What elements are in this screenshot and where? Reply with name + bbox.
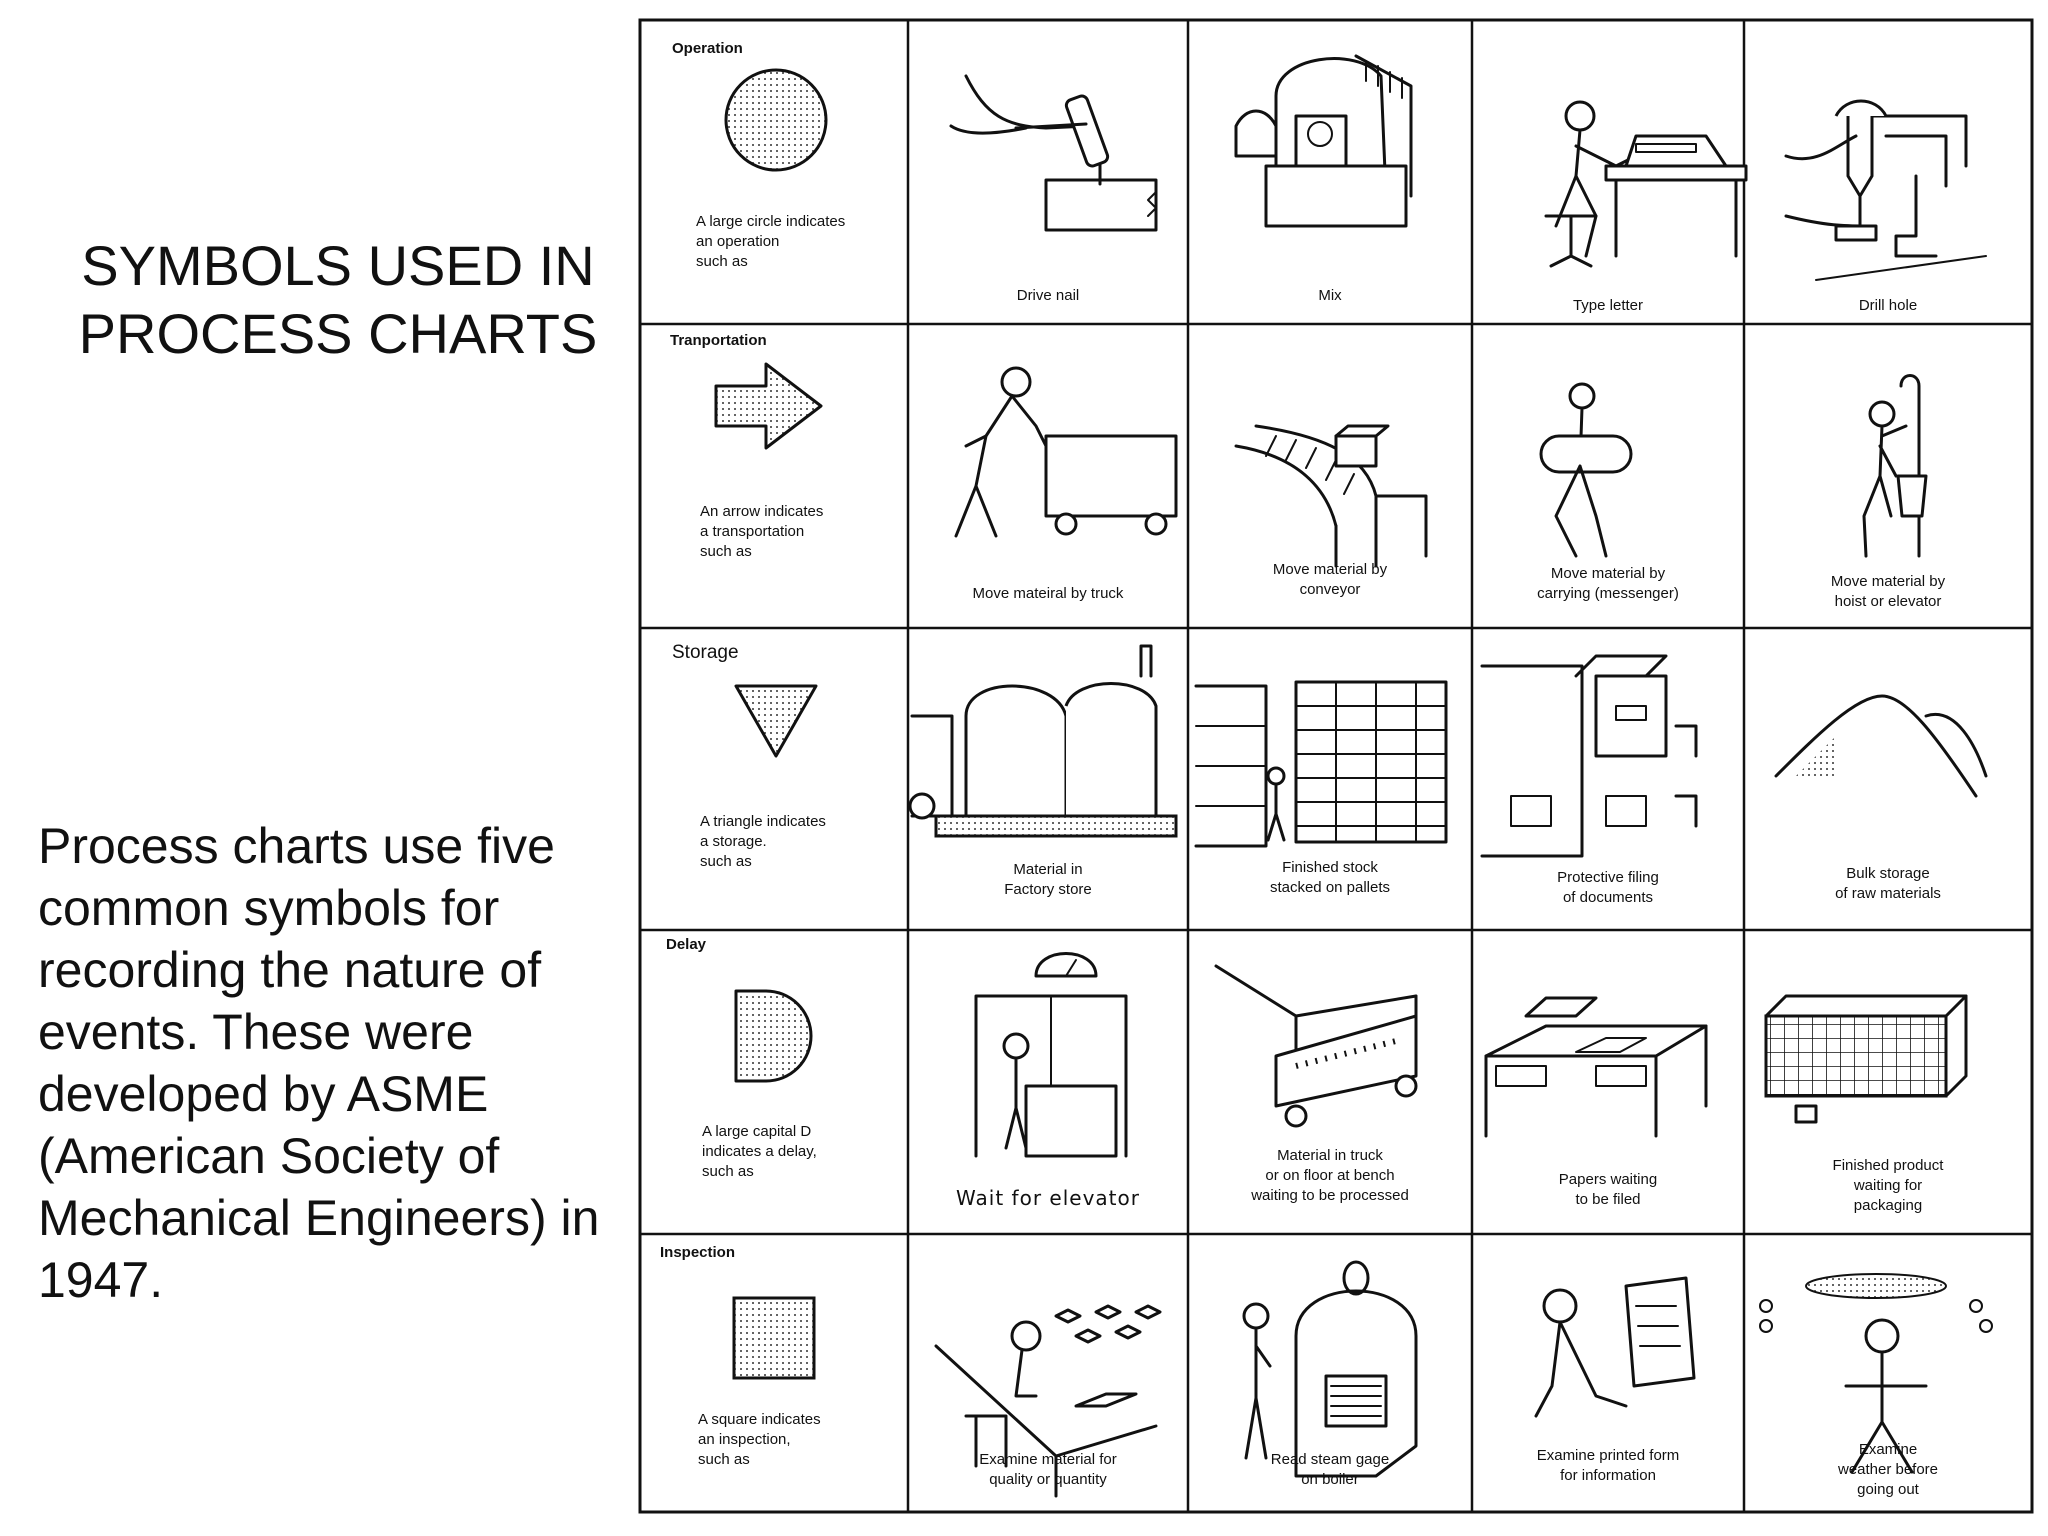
carrying-icon xyxy=(1541,384,1631,556)
caption-drive-nail: Drive nail xyxy=(1016,287,1080,304)
caption-factory-store: Material in Factory store xyxy=(1004,861,1092,898)
filing-icon xyxy=(1482,656,1696,856)
row-heading-delay: Delay xyxy=(666,936,707,953)
caption-pallets: Finished stock stacked on pallets xyxy=(1269,859,1391,896)
delay-symbol-icon xyxy=(736,991,811,1081)
caption-mix: Mix xyxy=(1318,287,1342,304)
caption-papers-waiting: Papers waiting to be filed xyxy=(1558,1171,1658,1208)
row-heading-transportation: Tranportation xyxy=(670,332,767,349)
caption-carrying: Move material by carrying (messenger) xyxy=(1537,565,1679,602)
transportation-symbol-icon xyxy=(716,364,821,448)
row-heading-storage: Storage xyxy=(672,642,739,663)
drill-hole-icon xyxy=(1786,101,1986,280)
row-heading-operation: Operation xyxy=(672,40,743,57)
caption-type-letter: Type letter xyxy=(1572,297,1644,314)
inspection-symbol-text: A square indicates an inspection, such as xyxy=(698,1411,821,1468)
caption-weather: Examine weather before going out xyxy=(1837,1441,1939,1498)
conveyor-icon xyxy=(1236,426,1426,566)
slide-description: Process charts use five common symbols for recording the nature of events. These were developed by ASME (American Society of Mechanical Engineers) in 1947. xyxy=(38,818,600,1308)
delay-symbol-text: A large capital D indicates a delay, such as xyxy=(702,1123,817,1180)
caption-packaging: Finished product waiting for packaging xyxy=(1832,1157,1944,1214)
drive-nail-icon xyxy=(951,76,1156,230)
mix-icon xyxy=(1236,56,1411,226)
type-letter-icon xyxy=(1546,102,1746,266)
caption-elevator: Wait for elevator xyxy=(956,1186,1140,1210)
papers-desk-icon xyxy=(1486,998,1706,1136)
printed-form-icon xyxy=(1536,1278,1694,1416)
caption-steam-gage: Read steam gage on boiler xyxy=(1270,1451,1390,1488)
caption-bulk-storage: Bulk storage of raw materials xyxy=(1835,865,1941,902)
transportation-symbol-text: An arrow indicates a transportation such as xyxy=(700,503,824,560)
caption-bench-truck: Material in truck or on floor at bench waiting to be processed xyxy=(1251,1147,1409,1204)
storage-symbol-icon xyxy=(736,686,816,756)
slide-title: SYMBOLS USED IN PROCESS CHARTS xyxy=(78,234,598,365)
operation-symbol-icon xyxy=(726,70,826,170)
caption-conveyor: Move material by conveyor xyxy=(1272,561,1388,598)
storage-symbol-text: A triangle indicates a storage. such as xyxy=(700,813,826,870)
row-heading-inspection: Inspection xyxy=(660,1244,736,1261)
operation-symbol-text: A large circle indicates an operation such as xyxy=(696,213,846,270)
packaging-icon xyxy=(1766,996,1966,1122)
factory-store-icon xyxy=(910,646,1176,836)
hoist-icon xyxy=(1864,376,1926,557)
bulk-storage-icon xyxy=(1776,696,1986,796)
caption-truck: Move mateiral by truck xyxy=(972,585,1124,602)
caption-hoist: Move material by hoist or elevator xyxy=(1830,573,1946,610)
caption-drill-hole: Drill hole xyxy=(1858,297,1918,314)
truck-icon xyxy=(956,368,1176,536)
caption-examine-material: Examine material for quality or quantity xyxy=(979,1451,1117,1488)
symbols-chart xyxy=(636,16,2036,1516)
caption-filing: Protective filing of documents xyxy=(1557,869,1659,906)
steam-gage-icon xyxy=(1244,1262,1416,1476)
bench-truck-icon xyxy=(1216,966,1416,1126)
chart-grid xyxy=(636,16,2036,1516)
pallets-icon xyxy=(1196,682,1446,846)
inspection-symbol-icon xyxy=(734,1298,814,1378)
caption-printed-form: Examine printed form for information xyxy=(1536,1447,1680,1484)
elevator-icon xyxy=(976,954,1126,1157)
